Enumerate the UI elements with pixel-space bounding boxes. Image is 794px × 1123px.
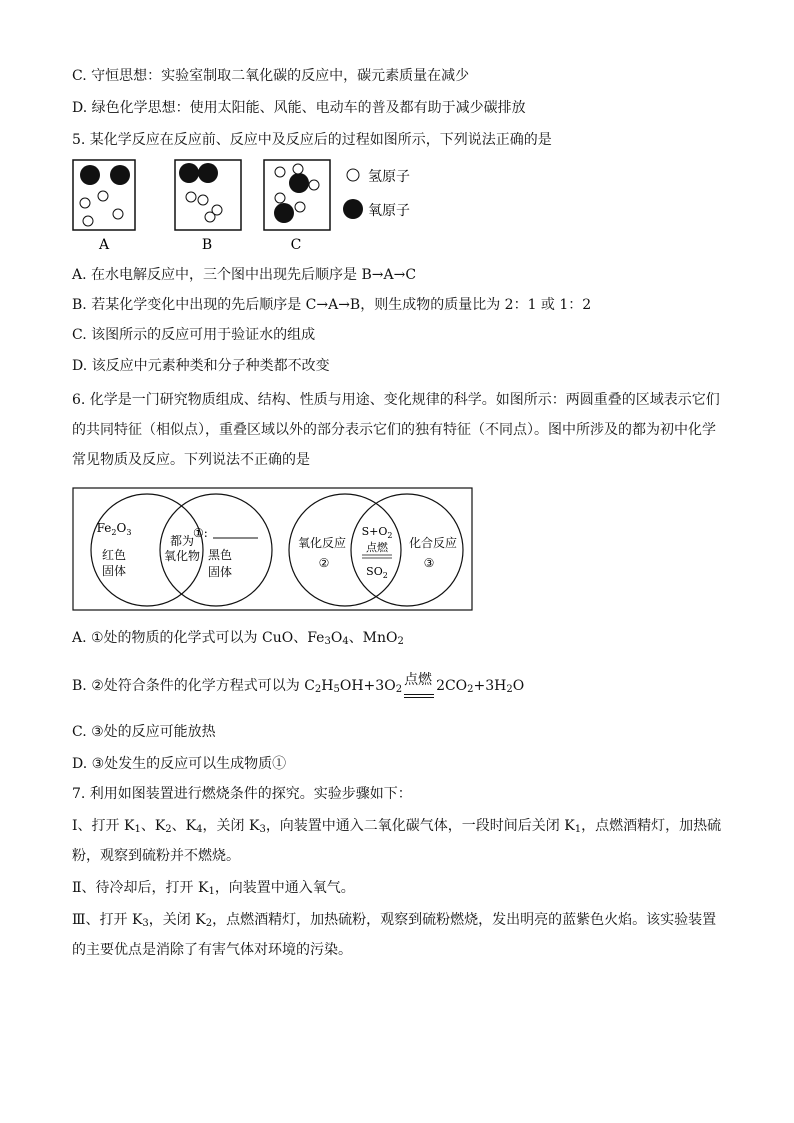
blank-label: ①:: [193, 526, 208, 540]
q5-option-d: D. 该反应中元素种类和分子种类都不改变: [72, 358, 330, 374]
option-d-line: D. 绿色化学思想：使用太阳能、风能、电动车的普及都有助于减少碳排放: [72, 100, 526, 116]
q5-option-b: B. 若某化学变化中出现的先后顺序是 C→A→B，则生成物的质量比为 2：1 或 1：2: [72, 297, 592, 313]
question-6-line-3: 常见物质及反应。下列说法不正确的是: [72, 452, 310, 468]
hydrogen-atom: [186, 192, 196, 202]
oxidation-number: ②: [318, 556, 330, 570]
q7-step-3: Ⅲ、打开 $K_3$，关闭 $K_2$，点燃酒精灯，加热硫粉，观察到硫粉燃烧，发出明亮的蓝紫色火焰。该实验装置: [72, 912, 717, 929]
hydrogen-atom: [275, 193, 285, 203]
question-5: 5. 某化学反应在反应前、反应中及反应后的过程如图所示，下列说法正确的是: [72, 132, 552, 148]
oxygen-atom: [110, 165, 130, 185]
hydrogen-atom: [113, 209, 123, 219]
combination-number: ③: [423, 556, 435, 570]
q6-option-a: A. ①处的物质的化学式可以为 CuO、$Fe_3O_4$、MnO$_2$: [72, 630, 404, 647]
legend-oxygen: 氧原子: [368, 203, 410, 219]
q5-option-c: C. 该图所示的反应可用于验证水的组成: [72, 327, 316, 343]
q6-option-c: C. ③处的反应可能放热: [72, 724, 216, 740]
hydrogen-atom: [295, 202, 305, 212]
legend-oxygen-icon: [343, 199, 363, 219]
option-c-line: C. 守恒思想：实验室制取二氧化碳的反应中，碳元素质量在减少: [72, 68, 470, 84]
label-c: C: [290, 237, 302, 253]
hydrogen-atom: [275, 167, 285, 177]
legend-hydrogen: 氢原子: [368, 169, 410, 185]
oxide-label-2: 氧化物: [163, 549, 201, 563]
s-o2-reactants: $S+O_2$: [361, 525, 393, 540]
combination-label: 化合反应: [408, 536, 458, 550]
hydrogen-atom: [80, 198, 90, 208]
label-b: B: [201, 237, 213, 253]
oxygen-atom: [198, 163, 218, 183]
hydrogen-atom: [98, 191, 108, 201]
question-6-line-2: 的共同特征（相似点），重叠区域以外的部分表示它们的独有特征（不同点）。图中所涉及的都为初中化学: [72, 422, 716, 438]
oxygen-atom: [274, 203, 294, 223]
fe2o3-formula: $Fe_2O_3$: [96, 521, 132, 537]
oxidation-label: 氧化反应: [297, 536, 347, 550]
oxygen-atom: [289, 173, 309, 193]
oxygen-atom: [179, 163, 199, 183]
particle-diagram: [70, 155, 450, 255]
q7-step-3-cont: 的主要优点是消除了有害气体对环境的污染。: [72, 942, 352, 958]
condition-label: 点燃: [366, 541, 388, 554]
q7-step-1: Ⅰ、打开 $K_1$、$K_2$、$K_4$，关闭 $K_3$，向装置中通入二氧化碳气体，一段时间后关闭 $K_1$，点燃酒精灯，加热硫: [72, 818, 722, 835]
q7-step-2: Ⅱ、待冷却后，打开 $K_1$，向装置中通入氧气。: [72, 880, 355, 897]
venn-diagram: [72, 487, 474, 612]
question-6-line-1: 6. 化学是一门研究物质组成、结构、性质与用途、变化规律的科学。如图所示：两圆重叠的区域表示它们: [72, 392, 720, 408]
hydrogen-atom: [198, 195, 208, 205]
hydrogen-atom: [205, 212, 215, 222]
hydrogen-atom: [309, 180, 319, 190]
question-7: 7. 利用如图装置进行燃烧条件的探究。实验步骤如下：: [72, 786, 412, 802]
hydrogen-atom: [83, 216, 93, 226]
red-label-2: 固体: [101, 564, 127, 578]
q7-step-1-cont: 粉，观察到硫粉并不燃烧。: [72, 848, 240, 864]
label-a: A: [98, 237, 110, 253]
oxygen-atom: [80, 165, 100, 185]
black-label-2: 固体: [207, 565, 233, 579]
q6-option-d: D. ③处发生的反应可以生成物质①: [72, 756, 287, 772]
q6-option-b: B. ②处符合条件的化学方程式可以为 $C_2H_5OH+3O_2$ 点燃 $2CO_2+3H_2O$: [72, 676, 524, 696]
legend-hydrogen-icon: [347, 169, 359, 181]
red-label-1: 红色: [101, 548, 127, 562]
oxide-label-1: 都为: [169, 534, 195, 548]
so2-product: $SO_2$: [366, 565, 388, 580]
hydrogen-atom: [293, 164, 303, 174]
black-label-1: 黑色: [207, 548, 233, 562]
q5-option-a: A. 在水电解反应中，三个图中出现先后顺序是 B→A→C: [72, 267, 417, 283]
